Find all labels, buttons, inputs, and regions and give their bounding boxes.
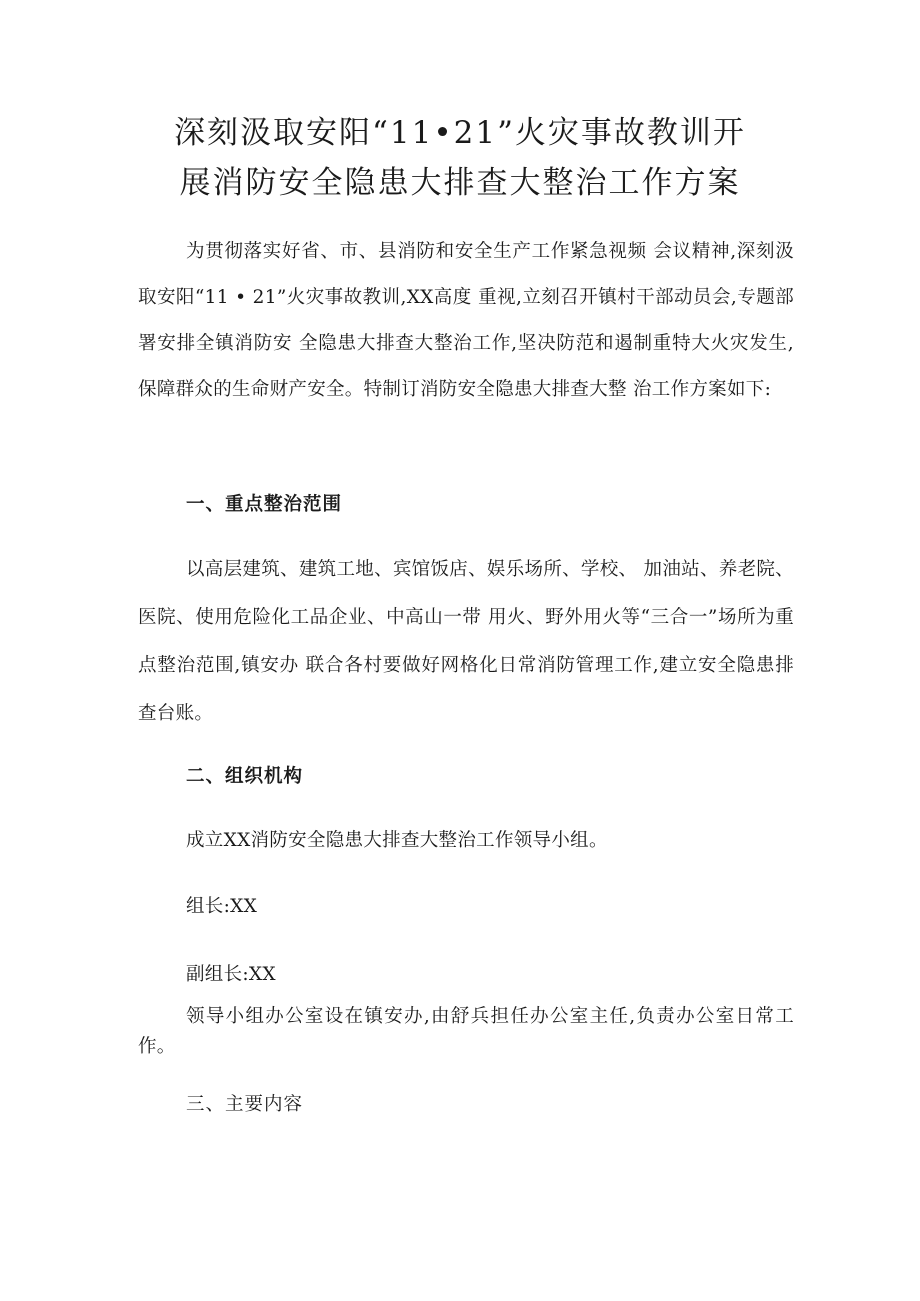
section-2-paragraph: 领导小组办公室设在镇安办,由舒兵担任办公室主任,负责办公室日常工作。 [138,1006,794,1057]
document-title-line-2: 展消防安全隐患大排查大整治工作方案 [179,165,741,201]
section-3-heading: 三、主要内容 [186,1094,304,1115]
document-title-line-1: 深刻汲取安阳“11•21”火灾事故教训开 [174,115,746,151]
intro-paragraph: 为贯彻落实好省、市、县消防和安全生产工作紧急视频 会议精神,深刻汲取安阳“11 • 21”火灾事故教训,XX高度 重视,立刻召开镇村干部动员会,专题部署安排全镇消防安 全隐患大排查大整治工作,坚决防范和遏制重特大火灾发生, 保障群众的生命财产安全。特制订消防安全隐患大排查大整 治工作方案如下: [138,241,794,400]
section-1-heading: 一、重点整治范围 [186,494,343,515]
section-1-paragraph: 以高层建筑、建筑工地、宾馆饭店、娱乐场所、学校、 加油站、养老院、医院、使用危险化工品企业、中高山一带 用火、野外用火等“三合一”场所为重点整治范围,镇安办 联合各村要做好网格化日常消防管理工作,建立安全隐患排 查台账。 [138,559,794,724]
section-2-group-line: 成立XX消防安全隐患大排查大整治工作领导小组。 [186,830,608,851]
section-2-deputy-leader-line: 副组长:XX [186,964,276,985]
section-2-leader-line: 组长:XX [186,896,258,917]
section-2-heading: 二、组织机构 [186,766,304,787]
